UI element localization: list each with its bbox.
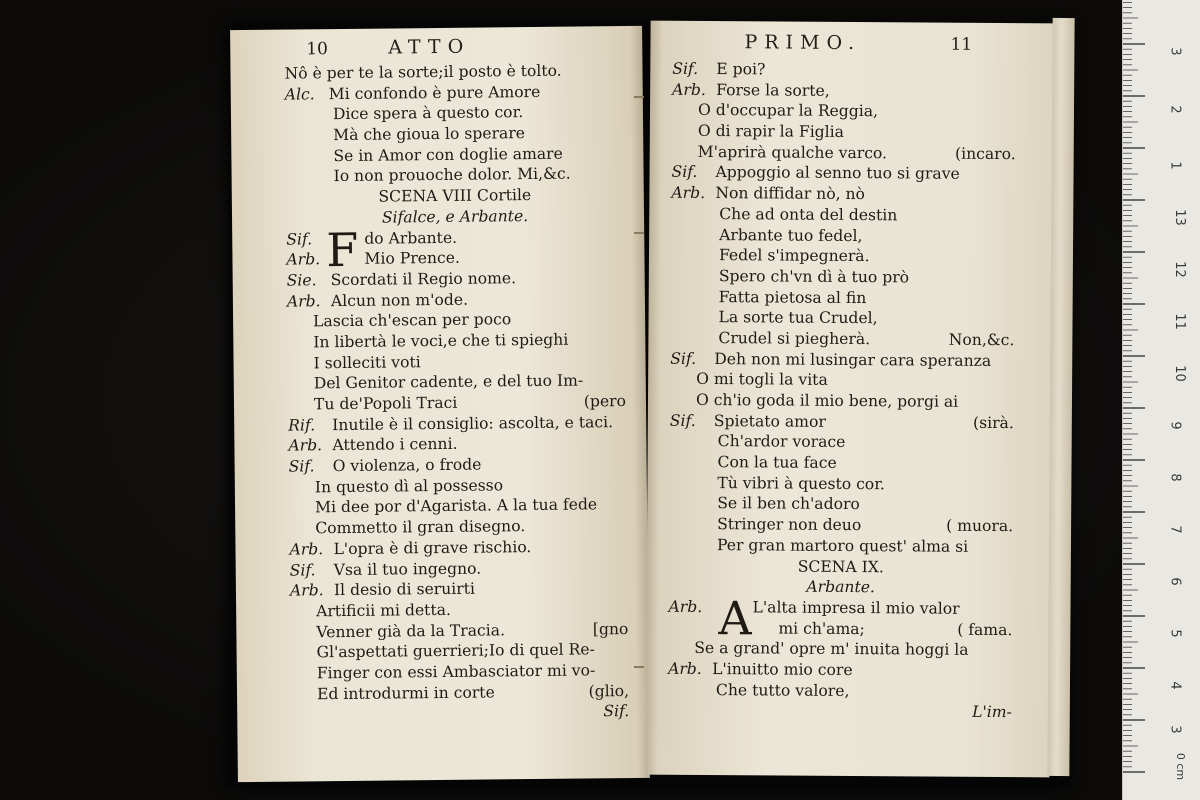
speaker-label: Sif. <box>669 411 696 430</box>
text-line <box>669 555 1013 578</box>
line-text: Arbante tuo fedel, <box>719 225 863 245</box>
text-line <box>671 286 1015 309</box>
line-text: O d'occupar la Reggia, <box>697 101 879 121</box>
text-line <box>669 472 1013 495</box>
line-text: Crudel si piegherà. <box>718 329 871 349</box>
text-line <box>670 348 1014 371</box>
ruler-label: 8 <box>1167 473 1183 482</box>
line-text: Con la tua face <box>717 453 837 472</box>
line-text: Scordati il Regio nome. <box>330 269 517 290</box>
line-text: O mi togli la vita <box>696 370 828 390</box>
line-text: Alcun non m'ode. <box>330 290 469 310</box>
text-line <box>669 452 1013 475</box>
line-text: Dice spera à questo cor. <box>332 103 524 124</box>
line-text: M'aprirà qualche varco. <box>697 142 888 163</box>
line-text: Appoggio al senno tuo si grave <box>715 163 960 184</box>
line-text: Del Genitor cadente, e del tuo Im- <box>313 371 584 393</box>
ruler-label: 12 <box>1171 261 1187 278</box>
line-right-fragment: ( fama. <box>957 620 1013 639</box>
line-text: Sifalce, e Arbante. <box>381 206 529 227</box>
line-text: Mi confondo è pure Amore <box>328 82 541 103</box>
line-text: Mà che gioua lo sperare <box>333 124 526 145</box>
text-line <box>672 121 1016 144</box>
speaker-label: Arb. <box>288 436 323 455</box>
line-text: In libertà le voci,e che ti spieghi <box>313 330 569 352</box>
text-line <box>671 245 1015 268</box>
speaker-label: Sif. <box>288 457 315 476</box>
text-line <box>670 390 1014 413</box>
line-text: Ed introdurmi in corte <box>316 683 495 703</box>
line-right-fragment: (sirà. <box>972 413 1014 432</box>
line-text: L'opra è di grave rischio. <box>333 537 532 558</box>
line-right-fragment: [gno <box>592 619 629 638</box>
line-text: I solleciti voti <box>313 352 421 372</box>
line-right-fragment: L'im- <box>972 703 1012 722</box>
measurement-ruler <box>1122 0 1200 800</box>
ruler-label: 11 <box>1171 313 1187 330</box>
line-text: Mi dee por d'Agarista. A la tua fede <box>314 495 598 517</box>
ruler-unit-label: 0 cm <box>1174 752 1188 781</box>
speaker-label: Sif. <box>289 560 316 580</box>
line-text: Gl'aspettati guerrieri;Io di quel Re- <box>316 640 595 662</box>
line-text: O violenza, o frode <box>332 455 482 476</box>
text-line <box>670 328 1014 351</box>
ruler-label: 10 <box>1171 365 1187 382</box>
line-text: do Arbante. <box>364 228 458 248</box>
text-line <box>668 679 1012 702</box>
line-text: Arbante. <box>806 577 875 597</box>
binding-thread <box>634 96 644 98</box>
ruler-ticks <box>1123 0 1200 800</box>
right-page-text <box>668 59 1017 723</box>
line-text: In questo dì al possesso <box>314 476 504 497</box>
speaker-label: Arb. <box>672 80 706 99</box>
line-text: Se in Amor con doglie amare <box>333 144 563 165</box>
line-text: Stringer non deuo <box>717 515 862 535</box>
text-line <box>671 204 1015 227</box>
speaker-label: Arb. <box>286 250 321 269</box>
line-text: O di rapir la Figlia <box>697 121 845 142</box>
ruler-label: 3 <box>1167 47 1183 56</box>
ruler-label: 13 <box>1171 209 1187 226</box>
line-text: Inutile è il consiglio: ascolta, e taci. <box>332 412 614 434</box>
text-line <box>670 307 1014 330</box>
line-text: Nô è per te la sorte;il posto è tolto. <box>284 61 562 83</box>
line-right-fragment: (incaro. <box>954 144 1016 163</box>
line-text: Lascia ch'escan per poco <box>313 310 512 331</box>
line-text: Che ad onta del destin <box>719 204 898 225</box>
speaker-label: Sif. <box>671 163 698 182</box>
text-line <box>670 410 1014 433</box>
text-line <box>668 700 1012 723</box>
text-line <box>669 514 1013 537</box>
ruler-label: 4 <box>1167 681 1183 690</box>
line-text: Commetto il gran disegno. <box>315 517 526 538</box>
speaker-label: Alc. <box>284 84 315 104</box>
left-page-text <box>284 60 629 726</box>
text-line <box>672 162 1016 185</box>
text-line <box>672 141 1016 164</box>
text-line <box>671 266 1015 289</box>
line-text: Mio Prence. <box>364 248 461 268</box>
ruler-label: 2 <box>1167 105 1183 114</box>
line-text: Spero ch'vn dì à tuo prò <box>718 266 910 287</box>
line-text: Spietato amor <box>713 411 826 431</box>
line-text: Non diffidar nò, nò <box>715 184 866 204</box>
line-right-fragment: (glio, <box>588 681 630 701</box>
speaker-label: Arb. <box>286 291 321 311</box>
line-text: mi ch'ama; <box>778 619 865 638</box>
text-line <box>670 369 1014 392</box>
line-right-fragment: (pero <box>583 392 627 411</box>
line-text: Forse la sorte, <box>716 80 830 100</box>
text-line <box>669 535 1013 558</box>
ruler-label: 3 <box>1167 725 1183 734</box>
left-running-head: ATTO <box>388 35 471 59</box>
speaker-label: Arb. <box>668 659 702 678</box>
line-text: Finger con essi Ambasciator mi vo- <box>316 661 596 683</box>
line-text: Tu de'Popoli Traci <box>313 393 458 414</box>
line-text: Il desio di seruirti <box>333 579 476 600</box>
line-text: O ch'io goda il mio bene, porgi ai <box>695 390 959 411</box>
line-text: L'alta impresa il mio valor <box>752 598 960 618</box>
text-line <box>670 431 1014 454</box>
drop-cap: F <box>326 222 359 277</box>
text-line <box>672 79 1016 102</box>
speaker-label: Arb. <box>668 597 703 616</box>
right-running-head: PRIMO. <box>744 31 862 55</box>
line-text: Venner già da la Tracia. <box>316 620 506 641</box>
speaker-label: Sif. <box>286 229 313 249</box>
text-line <box>668 659 1012 682</box>
speaker-label: Arb. <box>671 183 706 203</box>
speaker-label: Rif. <box>288 415 316 435</box>
left-page-number: 10 <box>306 39 329 60</box>
line-text: Per gran martoro quest' alma si <box>716 535 969 556</box>
line-right-fragment: Non,&c. <box>948 330 1015 350</box>
line-right-fragment: ( muora. <box>946 516 1014 536</box>
ruler-label: 5 <box>1167 629 1183 638</box>
binding-thread <box>634 232 644 234</box>
right-page-number: 11 <box>950 34 973 55</box>
line-text: Artificii mi detta. <box>316 600 452 621</box>
binding-thread <box>634 666 644 668</box>
text-line <box>669 493 1013 516</box>
line-text: Che tutto valore, <box>715 680 850 700</box>
speaker-label: Sie. <box>286 271 317 290</box>
line-text: Io non prouoche dolor. Mi,&c. <box>333 165 571 186</box>
speaker-label: Arb. <box>289 540 324 559</box>
line-text: Deh non mi lusingar cara speranza <box>714 349 992 370</box>
line-text: Vsa il tuo ingegno. <box>333 559 482 579</box>
speaker-label: Arb. <box>289 581 324 600</box>
line-text: L'inuitto mio core <box>712 659 853 679</box>
line-right-fragment: Sif. <box>603 702 630 721</box>
text-line <box>291 701 629 725</box>
line-text: Attendo i cenni. <box>332 435 458 455</box>
drop-cap: A <box>718 591 752 646</box>
right-page <box>645 21 1054 778</box>
line-text: Fedel s'impegnerà. <box>718 246 870 266</box>
text-line <box>671 183 1015 206</box>
left-page <box>230 26 650 782</box>
line-text: La sorte tua Crudel, <box>718 308 878 328</box>
ruler-label: 1 <box>1167 161 1183 170</box>
line-text: Se a grand' opre m' inuita hoggi la <box>694 639 969 660</box>
line-text: SCENA IX. <box>797 557 884 576</box>
speaker-label: Sif. <box>670 349 697 368</box>
speaker-label: Sif. <box>672 59 699 78</box>
line-text: Se il ben ch'adoro <box>717 494 860 514</box>
ruler-label: 7 <box>1167 525 1183 534</box>
line-text: SCENA VIII Cortile <box>378 186 532 206</box>
line-text: Fatta pietosa al fin <box>718 287 867 307</box>
ruler-label: 9 <box>1167 421 1183 430</box>
line-text: E poi? <box>716 60 766 79</box>
text-line <box>671 224 1015 247</box>
line-text: Ch'ardor vorace <box>717 432 846 452</box>
text-line <box>672 100 1016 123</box>
text-line <box>672 59 1016 82</box>
ruler-label: 6 <box>1167 577 1183 586</box>
line-text: Tù vibri à questo cor. <box>717 473 886 493</box>
